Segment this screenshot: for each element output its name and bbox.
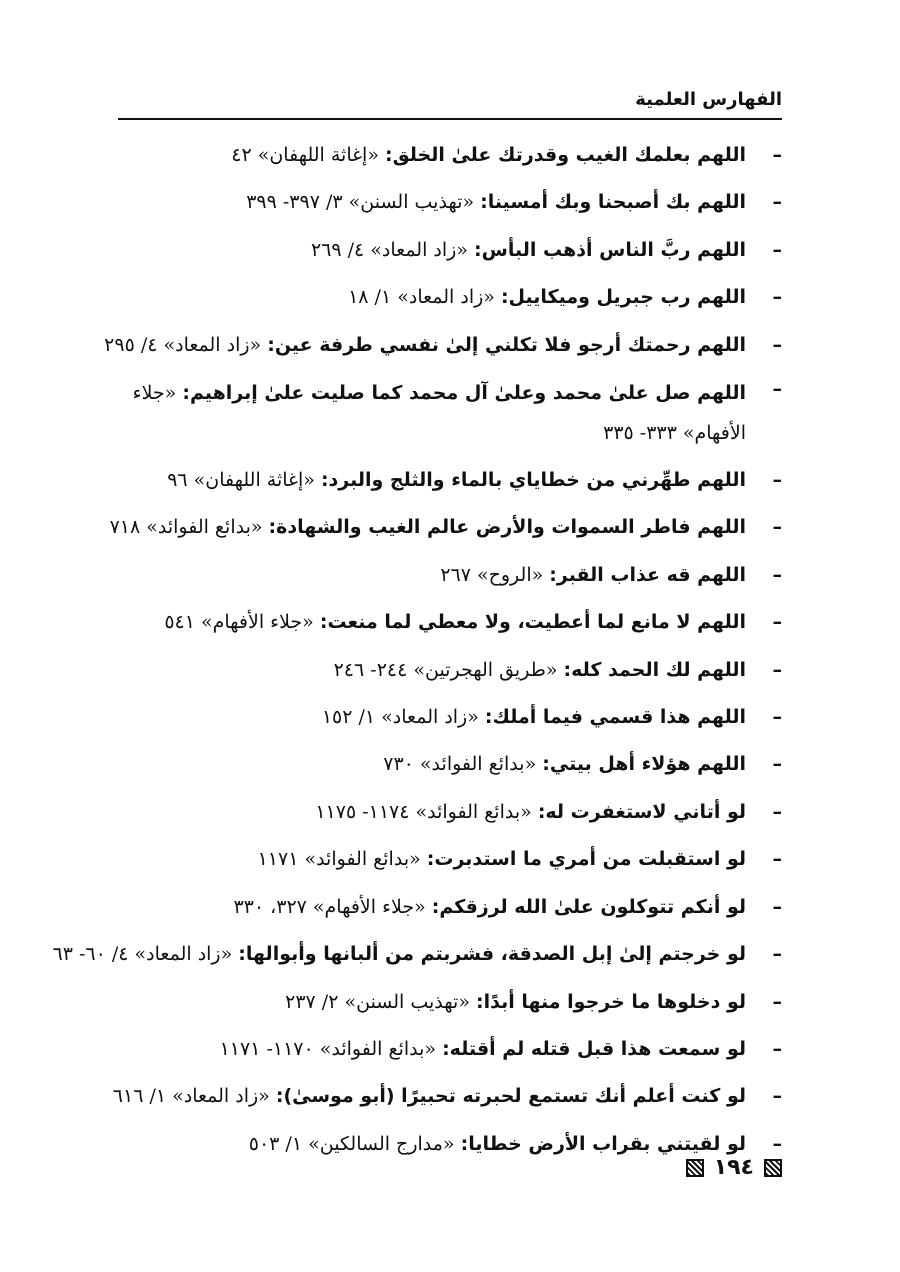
entry-text: اللهم بك أصبحنا وبك أمسينا:: [480, 191, 746, 214]
index-entry: [102, 1073, 782, 1120]
entry-reference: «جلاء الأفهام» ٥٤١: [164, 611, 314, 634]
entry-reference: «الروح» ٢٦٧: [440, 563, 544, 586]
entry-reference: «تهذيب السنن» ٣/ ٣٩٧- ٣٩٩: [246, 191, 475, 214]
entry-text: اللهم ربَّ الناس أذهب البأس:: [474, 238, 746, 261]
entry-dash: –: [772, 238, 782, 261]
entry-dash: –: [772, 753, 782, 776]
index-entry: [102, 979, 782, 1026]
page-footer: [686, 1152, 782, 1184]
entry-dash: –: [772, 1132, 782, 1155]
entry-text: لو أنكم تتوكلون علىٰ الله لرزقكم:: [431, 895, 746, 918]
entry-text: اللهم صل علىٰ محمد وعلىٰ آل محمد كما صليت علىٰ إبراهيم:: [182, 382, 746, 405]
entry-text: لو استقبلت من أمري ما استدبرت:: [426, 848, 746, 871]
running-header: [118, 86, 782, 120]
entry-text: لو كنت أعلم أنك تستمع لحبرته تحبيرًا (أبو موسىٰ):: [275, 1085, 746, 1108]
index-entry: [102, 741, 782, 788]
entry-dash: –: [772, 144, 782, 166]
entry-reference: «بدائع الفوائد» ١١٧٠- ١١٧١: [219, 1037, 437, 1060]
entry-text: اللهم بعلمك الغيب وقدرتك علىٰ الخلق:: [385, 144, 746, 166]
entry-text: لو خرجتم إلىٰ إبل الصدقة، فشربتم من ألبانها وأبوالها:: [238, 943, 746, 966]
entry-reference: «إغاثة اللهفان» ٤٢: [231, 144, 379, 166]
entry-text: اللهم لك الحمد كله:: [563, 658, 746, 681]
running-header-title: الفهارس العلمية: [635, 89, 782, 110]
ornament-square-icon: [764, 1159, 782, 1177]
entry-dash: –: [772, 516, 782, 539]
entry-reference: «مدارج السالكين» ١/ ٥٠٣: [248, 1132, 455, 1155]
entry-reference: «بدائع الفوائد» ١١٧١: [257, 848, 421, 871]
entry-text: لو أتاني لاستغفرت له:: [537, 800, 746, 823]
index-entry: [102, 179, 782, 226]
entry-reference: «جلاء الأفهام» ٣٢٧، ٣٣٠: [233, 895, 426, 918]
entry-reference: «زاد المعاد» ٤/ ٢٦٩: [310, 238, 468, 261]
entry-reference: «زاد المعاد» ١/ ١٨: [348, 286, 495, 309]
entry-text: اللهم رحمتك أرجو فلا تكلني إلىٰ نفسي طرفة عين:: [267, 333, 746, 356]
index-entry: [102, 322, 782, 369]
entry-text: لو دخلوها ما خرجوا منها أبدًا:: [476, 990, 746, 1013]
index-entry: [102, 836, 782, 883]
entry-text: اللهم طهِّرني من خطاياي بالماء والثلج والبرد:: [320, 469, 746, 492]
entry-dash: –: [772, 286, 782, 309]
index-entries-list: [52, 132, 782, 1168]
entry-text: اللهم لا مانع لما أعطيت، ولا معطي لما منعت:: [319, 611, 746, 634]
entry-reference: «زاد المعاد» ٤/ ٦٠- ٦٣: [52, 943, 233, 966]
entry-reference: «زاد المعاد» ١/ ١٥٢: [321, 706, 479, 729]
entry-reference: «زاد المعاد» ١/ ٦١٦: [112, 1085, 270, 1108]
entry-dash: –: [772, 706, 782, 729]
entry-reference: «بدائع الفوائد» ٧١٨: [109, 516, 263, 539]
entry-reference: «بدائع الفوائد» ٧٣٠: [383, 753, 537, 776]
entry-text: اللهم فاطر السموات والأرض عالم الغيب والشهادة:: [268, 516, 746, 539]
entry-dash: –: [772, 611, 782, 634]
index-entry: [102, 227, 782, 274]
index-entry: [102, 1121, 782, 1168]
entry-reference: «تهذيب السنن» ٢/ ٢٣٧: [285, 990, 470, 1013]
entry-dash: –: [772, 469, 782, 492]
entry-dash: –: [772, 563, 782, 586]
index-entry: [102, 552, 782, 599]
index-entry: [102, 1026, 782, 1073]
entry-dash: –: [772, 990, 782, 1013]
entry-reference: «إغاثة اللهفان» ٩٦: [167, 469, 315, 492]
index-entry: [102, 457, 782, 504]
ornament-square-icon: [686, 1159, 704, 1177]
entry-reference: «جلاء الأفهام» ٣٣٣- ٣٣٥: [132, 382, 746, 445]
index-entry: [102, 369, 782, 457]
entry-reference: «بدائع الفوائد» ١١٧٤- ١١٧٥: [315, 800, 532, 823]
entry-dash: –: [772, 943, 782, 966]
entry-dash: –: [772, 378, 782, 401]
entry-dash: –: [772, 333, 782, 356]
entry-text: اللهم قه عذاب القبر:: [549, 563, 746, 586]
entry-dash: –: [772, 658, 782, 681]
entry-text: اللهم هؤلاء أهل بيتي:: [542, 753, 746, 776]
index-entry: [102, 132, 782, 179]
entry-reference: «طريق الهجرتين» ٢٤٤- ٢٤٦: [333, 658, 558, 681]
entry-text: لو لقيتني بقراب الأرض خطايا:: [460, 1132, 746, 1155]
index-entry: [52, 931, 782, 978]
entry-reference: «زاد المعاد» ٤/ ٢٩٥: [104, 333, 262, 356]
entry-dash: –: [772, 848, 782, 871]
entry-text: لو سمعت هذا قبل قتله لم أقتله:: [442, 1037, 746, 1060]
index-entry: [102, 647, 782, 694]
entry-text: اللهم هذا قسمي فيما أملك:: [484, 706, 746, 729]
entry-dash: –: [772, 1085, 782, 1108]
page-number: ١٩٤: [713, 1155, 754, 1180]
index-entry: [102, 884, 782, 931]
index-entry: [102, 274, 782, 321]
index-entry: [102, 599, 782, 646]
index-entry: [102, 789, 782, 836]
entry-dash: –: [772, 895, 782, 918]
entry-dash: –: [772, 191, 782, 214]
index-entry: [102, 694, 782, 741]
entry-dash: –: [772, 1037, 782, 1060]
entry-dash: –: [772, 800, 782, 823]
entry-text: اللهم رب جبريل وميكاييل:: [500, 286, 746, 309]
index-entry: [102, 504, 782, 551]
